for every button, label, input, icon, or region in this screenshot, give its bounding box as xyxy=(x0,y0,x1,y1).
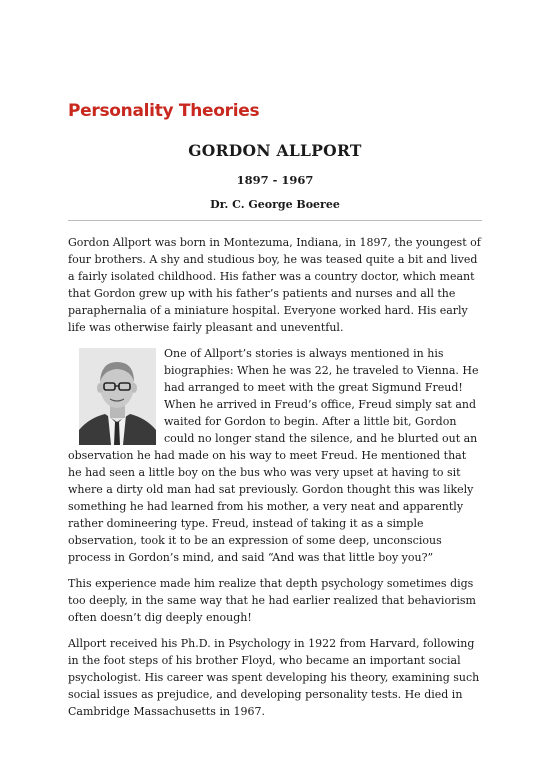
author-name: Dr. C. George Boeree xyxy=(210,198,340,211)
paragraph-freud-story: One of Allport’s stories is always mentioned in his biographies: When he was 22, he traveled to Vienna. He had arranged to meet with the great Sigmund Freud! When he arrived in Freud’s office, Freud simply sat and waited for Gordon to begin. After a little bit, Gordon could no longer stand the silence, and he blurted out an observation he had made on his way to meet Freud. He mentioned that he had seen a little boy on the bus who was very upset at having to sit where a dirty old man had sat previously. Gordon thought this was likely something he had learned from his mother, a very neat and apparently rather domineering type. Freud, instead of taking it as a simple observation, took it to be an expression of some deep, unconscious process in Gordon’s mind, and said “And was that little boy you?” xyxy=(68,347,479,564)
document-title: GORDON ALLPORT xyxy=(188,141,362,160)
article-body xyxy=(68,234,482,729)
allport-portrait-photo xyxy=(79,348,156,445)
life-dates: 1897 - 1967 xyxy=(236,173,314,187)
series-title: Personality Theories xyxy=(68,101,260,121)
paragraph-intro: Gordon Allport was born in Montezuma, Indiana, in 1897, the youngest of four brothers. A shy and studious boy, he was teased quite a bit and lived a fairly isolated childhood. His father was a country doctor, which meant that Gordon grew up with his father’s patients and nurses and all the paraphernalia of a miniature hospital. Everyone worked hard. His early life was otherwise fairly pleasant and uneventful. xyxy=(68,236,481,334)
divider xyxy=(68,220,482,221)
paragraph-career: Allport received his Ph.D. in Psychology in 1922 from Harvard, following in the foot steps of his brother Floyd, who became an important social psychologist. His career was spent developing his theory, examining such social issues as prejudice, and developing personality tests. He died in Cambridge Massachusetts in 1967. xyxy=(68,637,480,718)
portrait-illustration xyxy=(79,348,156,445)
paragraph-realization: This experience made him realize that depth psychology sometimes digs too deeply, in the same way that he had earlier realized that behaviorism often doesn’t dig deeply enough! xyxy=(68,577,476,624)
